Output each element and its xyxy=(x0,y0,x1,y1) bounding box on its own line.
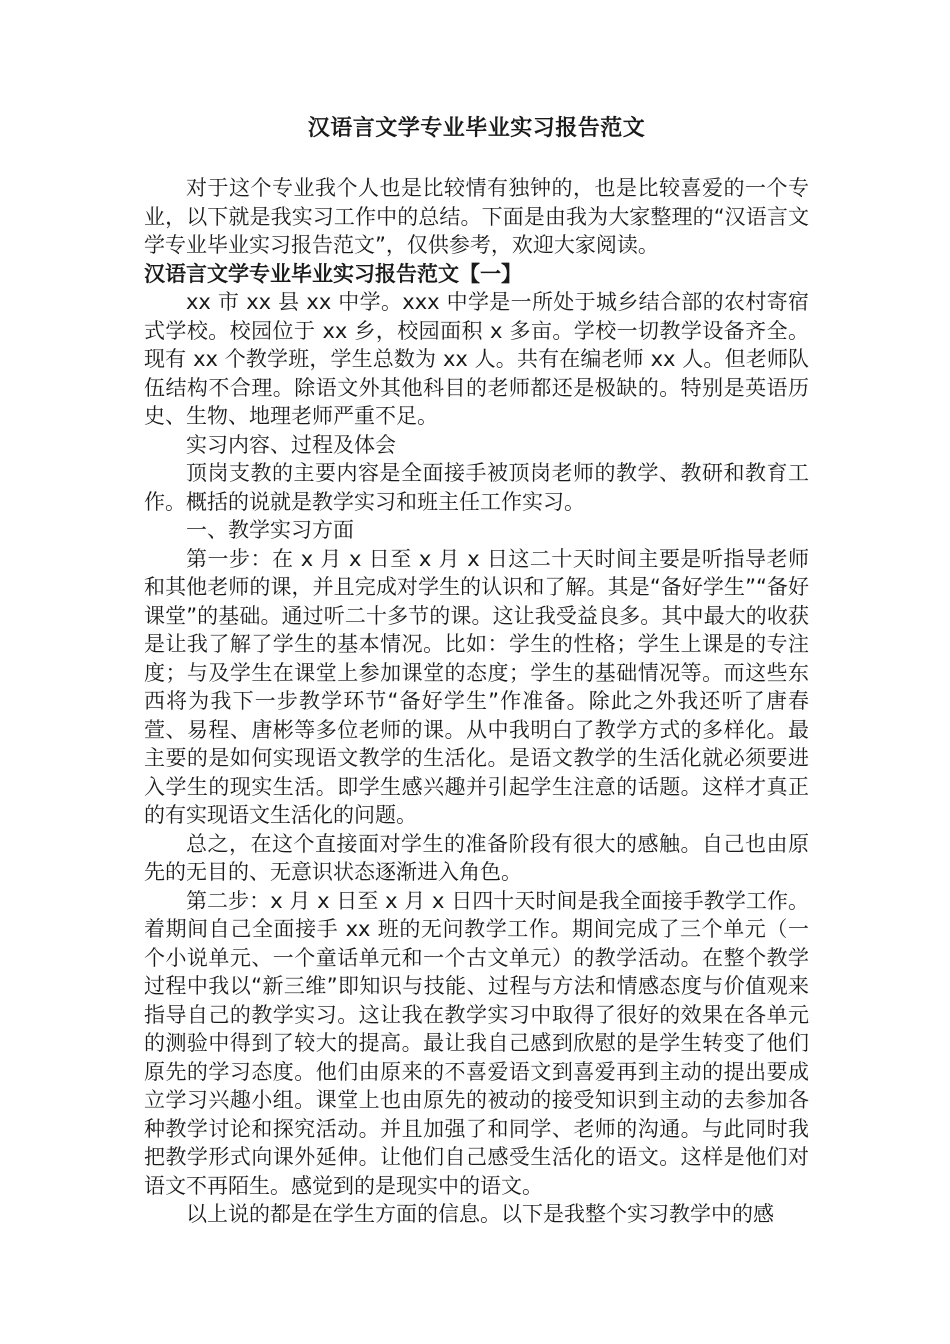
step-two-paragraph: 第二步：x 月 x 日至 x 月 x 日四十天时间是我全面接手教学工作。着期间自己全面接手 xx 班的无问教学工作。期间完成了三个单元（一个小说单元、一个童话单元和一个古文单元）的教学活动。在整个教学过程中我以“新三维”即知识与技能、过程与方法和情感态度与价值观来指导自己的教学实习。这让我在教学实习中取得了很好的效果在各单元的测验中得到了较大的提高。最让我自己感到欣慰的是学生转变了他们原先的学习态度。他们由原来的不喜爱语文到喜爱再到主动的提出要成立学习兴趣小组。课堂上也由原先的被动的接受知识到主动的去参加各种教学讨论和探究活动。并且加强了和同学、老师的沟通。与此同时我把教学形式向课外延伸。让他们自己感受生活化的语文。这样是他们对语文不再陌生。感觉到的是现实中的语文。 xyxy=(144,888,809,1198)
school-intro-paragraph: xx 市 xx 县 xx 中学。xxx 中学是一所处于城乡结合部的农村寄宿式学校。校园位于 xx 乡，校园面积 x 多亩。学校一切教学设备齐全。现有 xx 个教学班，学生总数为 xx 人。共有在编老师 xx 人。但老师队伍结构不合理。除语文外其他科目的老师都还是极缺的。特别是英语历史、生物、地理老师严重不足。 xyxy=(144,290,809,428)
closing-paragraph: 以上说的都是在学生方面的信息。以下是我整个实习教学中的感 xyxy=(186,1202,774,1226)
document-title: 汉语言文学专业毕业实习报告范文 xyxy=(307,116,646,141)
step-one-paragraph: 第一步：在 x 月 x 日至 x 月 x 日这二十天时间主要是听指导老师和其他老师的课，并且完成对学生的认识和了解。其是“备好学生”“备好课堂”的基础。通过听二十多节的课。这让我受益良多。其中最大的收获是让我了解了学生的基本情况。比如：学生的性格；学生上课是的专注度；与及学生在课堂上参加课堂的态度；学生的基础情况等。而这些东西将为我下一步教学环节“备好学生”作准备。除此之外我还听了唐春萱、易程、唐彬等多位老师的课。从中我明白了教学方式的多样化。最主要的是如何实现语文教学的生活化。是语文教学的生活化就必须要进入学生的现实生活。即学生感兴趣并引起学生注意的话题。这样才真正的有实现语文生活化的问题。 xyxy=(144,546,809,827)
document-page xyxy=(144,112,809,1229)
subheading-teaching-practice: 一、教学实习方面 xyxy=(186,518,354,542)
section-heading: 汉语言文学专业毕业实习报告范文【一】 xyxy=(144,261,522,286)
intro-paragraph: 对于这个专业我个人也是比较情有独钟的，也是比较喜爱的一个专业，以下就是我实习工作中的总结。下面是由我为大家整理的“汉语言文学专业毕业实习报告范文”，仅供参考，欢迎大家阅读。 xyxy=(144,176,809,257)
summary-paragraph: 总之，在这个直接面对学生的准备阶段有很大的感触。自己也由原先的无目的、无意识状态逐渐进入角色。 xyxy=(144,831,809,884)
subheading-content-process: 实习内容、过程及体会 xyxy=(186,432,396,457)
teaching-overview-paragraph: 顶岗支教的主要内容是全面接手被顶岗老师的教学、教研和教育工作。概括的说就是教学实习和班主任工作实习。 xyxy=(144,461,809,514)
